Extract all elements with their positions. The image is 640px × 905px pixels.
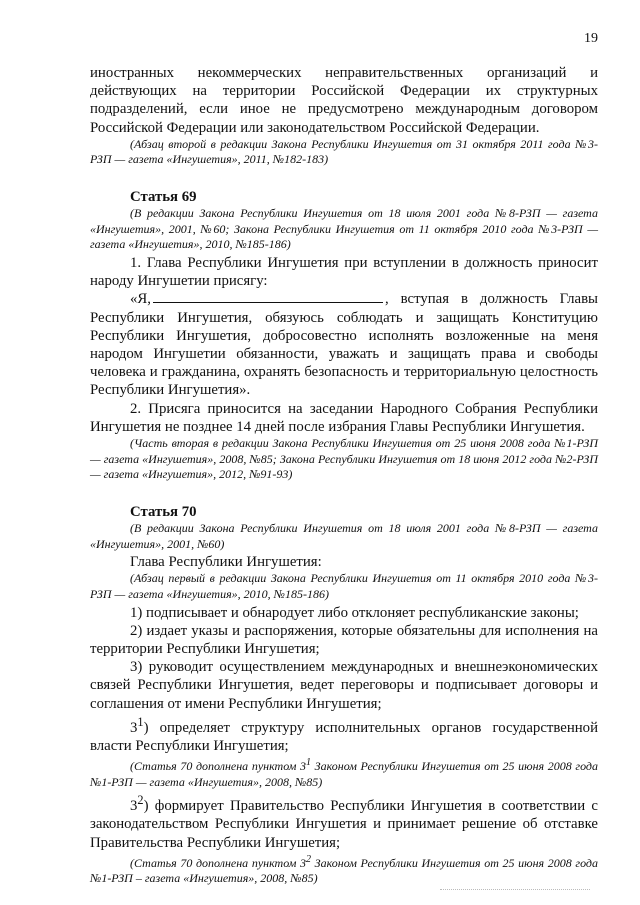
article-70-item-3: 3) руководит осуществлением международных и внешнеэкономических связей Республики Ингушетия, ведет переговоры и подписывает договоры и соглашения от имени Республики Ингушетия; <box>90 659 598 712</box>
item-3-1-note-end: Законом Республики Ингушетия от 25 июня 2008 года №1-РЗП — газета «Ингушетия», 2008, №85) <box>90 759 598 789</box>
item-3-1-note-superscript: 1 <box>306 757 312 769</box>
item-3-2-text: ) формирует Правительство Республики Ингушетия в соответствии с законодательством Республики Ингушетия и принимает решение об отставке Правительства Республики Ингушетия; <box>90 798 598 851</box>
article-70-item-1: 1) подписывает и обнародует либо отклоняет республиканские законы; <box>130 604 579 621</box>
item-3-1-text: ) определяет структуру исполнительных органов государственной власти Республики Ингушетия; <box>90 719 598 754</box>
scan-artifact-line <box>440 889 590 892</box>
article-70-item-3-2-note <box>90 852 598 887</box>
article-69-note-2: (Часть вторая в редакции Закона Республики Ингушетия от 25 июня 2008 года №1-РЗП — газета «Ингушетия», 2008, №85; Закона Республики Ингушетия от 18 июня 2012 года №2-РЗП — газета «Ингушетия», 2012, №91-93) <box>90 436 598 482</box>
item-3-1-number: 3 <box>130 719 138 736</box>
intro-paragraph: иностранных некоммерческих неправительственных организаций и действующих на территории Российской Федерации их структурных подразделений, если иное не предусмотрено международным договором Российской Федерации или законодательством Российской Федерации. <box>90 65 598 136</box>
oath-text <box>90 290 598 399</box>
article-70-item-2: 2) издает указы и распоряжения, которые обязательны для исполнения на территории Республики Ингушетия; <box>90 622 598 657</box>
item-3-2-note-superscript: 2 <box>306 853 312 865</box>
article-69-title: Статья 69 <box>130 189 197 205</box>
oath-rest: , вступая в должность Главы Республики Ингушетия, обязуюсь соблюдать и защищать Конституцию Республики Ингушетия, добросовестно исполнять возложенные на меня народом Ингушетии обязанности, уважать и защищать права и свободы человека и гражданина, охранять безопасность и территориальную целостность Республики Ингушетия». <box>90 291 598 399</box>
article-70-item-3-2 <box>90 791 598 852</box>
item-3-2-superscript: 2 <box>137 793 144 808</box>
item-3-2-number: 3 <box>130 798 138 815</box>
article-70-item-3-1-note <box>90 755 598 790</box>
document-body <box>90 64 598 888</box>
article-70-title: Статья 70 <box>130 503 197 520</box>
intro-note: (Абзац второй в редакции Закона Республики Ингушетия от 31 октября 2011 года №3-РЗП — газета «Ингушетия», 2011, №182-183) <box>90 136 598 167</box>
article-70-item-3-1 <box>90 713 598 755</box>
item-3-1-superscript: 1 <box>137 714 144 729</box>
name-blank-line <box>153 290 383 303</box>
article-69-note: (В редакции Закона Республики Ингушетия от 18 июля 2001 года №8-РЗП — газета «Ингушетия», 2001, №60; Закона Республики Ингушетия от 11 октября 2010 года №3-РЗП — газета «Ингушетия», 2010, №185-186) <box>90 206 598 252</box>
item-3-2-note-start: (Статья 70 дополнена пунктом 3 <box>130 855 307 870</box>
item-3-2-note-end: Законом Республики Ингушетия от 25 июня 2008 года №1-РЗП – газета «Ингушетия», 2008, №85) <box>90 855 598 886</box>
article-70-lead: Глава Республики Ингушетия: <box>130 554 322 571</box>
article-69-part-1: 1. Глава Республики Ингушетия при вступлении в должность приносит народу Ингушетии присягу: <box>90 254 598 290</box>
article-70-note: (В редакции Закона Республики Ингушетия от 18 июля 2001 года №8-РЗП — газета «Ингушетия», 2001, №60) <box>90 521 598 551</box>
page-number: 19 <box>584 31 598 46</box>
oath-start: «Я, <box>130 291 151 308</box>
item-3-1-note-start: (Статья 70 дополнена пунктом 3 <box>130 759 307 774</box>
article-69-part-2: 2. Присяга приносится на заседании Народного Собрания Республики Ингушетия не позднее 14 дней после избрания Главы Республики Ингушетия. <box>90 400 598 435</box>
article-70-lead-note: (Абзац первый в редакции Закона Республики Ингушетия от 11 октября 2010 года №3-РЗП — газета «Ингушетия», 2010, №185-186) <box>90 571 598 601</box>
